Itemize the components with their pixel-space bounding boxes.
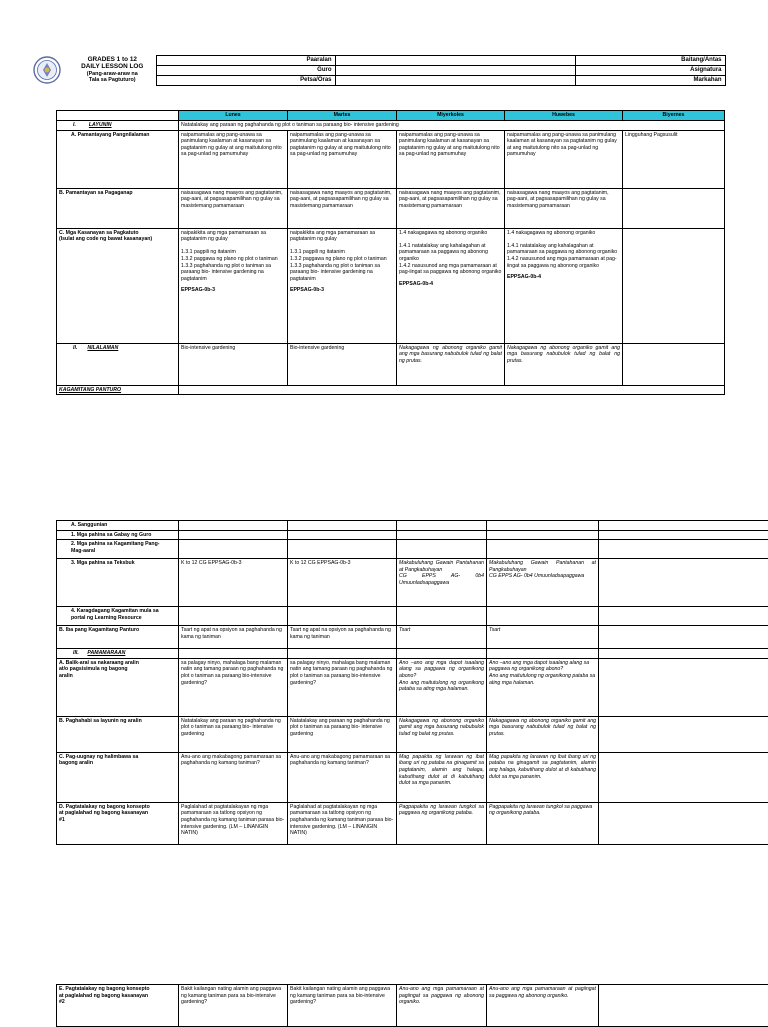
cell: Bio-intensive gardening bbox=[179, 343, 288, 385]
pagkatuto-row bbox=[57, 228, 725, 343]
pagkatuto-label: C. Mga Kasanayan sa Pagkatuto (Isulat ang code ng bawat kasanayan) bbox=[57, 228, 179, 343]
paganap-label: B. Pamantayan sa Pagaganap bbox=[57, 188, 179, 228]
cell: Tsart ng apat na opsiyon sa paghahanda ng kama ng taniman bbox=[288, 626, 397, 649]
teksbuk-row bbox=[57, 559, 768, 607]
cell: Nakagagawa ng abonong organiko gamit ang mga basurang nabubulok tulad ng balat ng prutas. bbox=[505, 343, 623, 385]
cell: Pagpapakita ng larawan tungkol sa paggawa ng organikong pataba. bbox=[487, 802, 599, 844]
cell: Natatalakay ang paraan ng paghahanda ng plot o taniman sa paraang bio- intensive gardening bbox=[179, 716, 288, 752]
kagamitang-mag-aaral-row bbox=[57, 540, 768, 559]
lesson-table-resources bbox=[56, 520, 768, 845]
karagdagang-label: 4. Karagdagang Kagamitan mula sa portal ng Learning Resource bbox=[57, 607, 179, 626]
cell: K to 12 CG EPPSAG-0b-3 bbox=[288, 559, 397, 607]
cell: sa palagay ninyo, mahalaga bang malaman natin ang tamang paraan ng paghahanda ng plot o taniman sa paraang bio-intensive gardening? bbox=[179, 658, 288, 716]
cell: Anu-ano ang makabagong pamamaraan sa paghahanda ng kamang taniman? bbox=[288, 752, 397, 802]
pagtatalakay-2-row bbox=[57, 985, 768, 1027]
cell: Tsart bbox=[397, 626, 487, 649]
cell: Anu-ano ang mga pamamaraan at pagiingat sa paggawa ng abonong organiko. bbox=[487, 985, 599, 1027]
paghahabi-label: B. Paghahabi sa layunin ng aralin bbox=[57, 716, 179, 752]
cell: Paglalahad at pagtatalakayan ng mga pamamaraan sa tatlong opsiyon ng paghahanda ng kamang taniman parasa bio-intensive gardening. (LM – LINANGIN NATIN) bbox=[288, 802, 397, 844]
pag-uugnay-label: C. Pag-uugnay ng halimbawa sa bagong aralin bbox=[57, 752, 179, 802]
gabay-guro-label: 1. Mga pahina sa Gabay ng Guro bbox=[57, 530, 179, 540]
sanggunian-row bbox=[57, 521, 768, 531]
cell: Lingguhang Pagsusulit bbox=[623, 130, 725, 188]
cell: naipakikita ang mga pamamaraan sa pagtatanim ng gulay 1.3.1 pagpili ng itatanim 1.3.2 paggawa ng plano ng plot o taniman 1.3.3 paghahanda ng plot o taniman sa paraang bio- intensive gardening na pagtatanim EPPSAG-0b-3 bbox=[179, 228, 288, 343]
petsa-field[interactable] bbox=[335, 76, 575, 86]
layunin-row bbox=[57, 120, 725, 130]
day-header-row bbox=[57, 111, 725, 121]
balik-aral-label: A. Balik-aral sa nakaraang aralin at/o pagsisimula ng bagong aralin bbox=[57, 658, 179, 716]
day-huwebes: Huwebes bbox=[505, 111, 623, 121]
lesson-table-continued bbox=[56, 984, 768, 1027]
nilalaman-label: II. NILALAMAN bbox=[57, 343, 179, 385]
teksbuk-label: 3. Mga pahina sa Teksbuk bbox=[57, 559, 179, 607]
cell: naisasagawa nang maayos ang pagtatanim, pag-aani, at pagsasapamilihan ng gulay sa masistemang pamamaraan bbox=[288, 188, 397, 228]
asignatura-label: Asignatura bbox=[575, 66, 725, 76]
paghahabi-row bbox=[57, 716, 768, 752]
cell: K to 12 CG EPPSAG-0b-3 bbox=[179, 559, 288, 607]
baitang-label: Baitang/Antas bbox=[575, 56, 725, 66]
pagtatalakay-2-label: E. Pagtatalakay ng bagong konsepto at paglalahad ng bagong kasanayan #2 bbox=[57, 985, 179, 1027]
paganap-row bbox=[57, 188, 725, 228]
guro-label: Guro bbox=[156, 66, 335, 76]
iba-pang-row bbox=[57, 626, 768, 649]
header-table bbox=[69, 55, 726, 86]
cell: Makabuluhang Gawain Pantahanan at Pangkabuhayan CG EPPS AG- 0b4 Umuunladsapaggawa bbox=[487, 559, 599, 607]
kagamitang-mag-aaral-label: 2. Mga pahina sa Kagamitang Pang- Mag-aaral bbox=[57, 540, 179, 559]
cell: naipamamalas ang pang-unawa sa panimulang kaalaman at kasanayan sa pagtatanim ng gulay at ang maitutulong nito sa pag-unlad ng pamumuhay bbox=[288, 130, 397, 188]
petsa-label: Petsa/Oras bbox=[156, 76, 335, 86]
header-title: GRADES 1 to 12 DAILY LESSON LOG (Pang-araw-araw na Tala sa Pagtuturo) bbox=[69, 56, 156, 86]
cell: Pagpapakita ng larawan tungkol sa paggawa ng organikong pataba. bbox=[397, 802, 487, 844]
cell: Bakit kailangan nating alamin ang paggawa ng kamang taniman para sa bio-intensive gardening? bbox=[288, 985, 397, 1027]
cell: naisasagawa nang maayos ang pagtatanim, pag-aani, at pagsasapamilihan ng gulay sa masistemang pamamaraan bbox=[179, 188, 288, 228]
cell: naipamamalas ang pang-unawa sa panimulang kaalaman at kasanayan sa pagtatanim ng gulay at ang maitutulong nito sa pag-unlad ng pamumuhay bbox=[505, 130, 623, 188]
cell: Anu-ano ang makabagong pamamaraan sa paghahanda ng kamang taniman? bbox=[179, 752, 288, 802]
cell: Nakagagawa ng abonong organiko gamit ang mga basurang nabubulok tulad ng balat ng prutas. bbox=[487, 716, 599, 752]
cell: Mag papakita ng larawan ng ibat ibang uri ng pataba na ginagamit sa pagtatanim, alamin ang halaga, kabutihang dulot at di kabutihang dulot sa mga pananim. bbox=[397, 752, 487, 802]
cell: Bakit kailangan nating alamin ang paggawa ng kamang taniman para sa bio-intensive gardening? bbox=[179, 985, 288, 1027]
lesson-table-objectives bbox=[56, 110, 725, 395]
karagdagang-row bbox=[57, 607, 768, 626]
cell: Bio-intensive gardening bbox=[288, 343, 397, 385]
cell: naisasagawa nang maayos ang pagtatanim, pag-aani, at pagsasapamilihan ng gulay sa masistemang pamamaraan bbox=[397, 188, 505, 228]
nilalaman-row bbox=[57, 343, 725, 385]
pagtatalakay-1-label: D. Pagtatalakay ng bagong konsepto at paglalahad ng bagong kasanayan #1 bbox=[57, 802, 179, 844]
deped-seal-icon bbox=[33, 56, 61, 84]
balik-aral-row bbox=[57, 658, 768, 716]
cell: Nakagagawa ng abonong organiko gamit ang mga basurang nabubulok tulad ng balat ng prutas. bbox=[397, 343, 505, 385]
cell: Tsart ng apat na opsiyon sa paghahanda ng kama ng taniman bbox=[179, 626, 288, 649]
layunin-label: I. LAYUNIN bbox=[57, 120, 179, 130]
paaralan-label: Paaralan bbox=[156, 56, 335, 66]
day-miyerkoles: Miyerkoles bbox=[397, 111, 505, 121]
sanggunian-label: A. Sanggunian bbox=[57, 521, 179, 531]
pangnilalaman-row bbox=[57, 130, 725, 188]
cell: naipakikita ang mga pamamaraan sa pagtatanim ng gulay 1.3.1 pagpili ng itatanim 1.3.2 paggawa ng plano ng plot o taniman 1.3.3 paghahanda ng plot o taniman sa paraang bio- intensive gardening na pagtatanim EPPSAG-0b-3 bbox=[288, 228, 397, 343]
cell: Nakagagawa ng abonong organiko gamit ang mga basurang nabubulok tulad ng balat ng prutas. bbox=[397, 716, 487, 752]
cell: naipamamalas ang pang-unawa sa panimulang kaalaman at kasanayan sa pagtatanim ng gulay at ang maitutulong nito sa pag-unlad ng pamumuhay bbox=[179, 130, 288, 188]
cell: sa palagay ninyo, mahalaga bang malaman natin ang tamang paraan ng paghahanda ng plot o taniman sa paraang bio-intensive gardening? bbox=[288, 658, 397, 716]
day-martes: Martes bbox=[288, 111, 397, 121]
pamamaraan-row bbox=[57, 649, 768, 659]
cell: Ano –ano ang mga dapot isaalang alang sa paggawa ng organikong abono? Ano ang maitutulong ng organikong pataba sa ating mga halaman. bbox=[397, 658, 487, 716]
gabay-guro-row bbox=[57, 530, 768, 540]
kagamitang-label: KAGAMITANG PANTURO bbox=[57, 385, 179, 395]
kagamitang-row bbox=[57, 385, 725, 395]
iba-pang-label: B. Iba pang Kagamitang Panturo bbox=[57, 626, 179, 649]
cell: Mag papakita ng larawan ng ibat ibang uri ng pataba na ginagamit sa pagtatanim, alamin ang halaga, kabutihang dulot at di kabutihang dulot sa mga pananim. bbox=[487, 752, 599, 802]
guro-field[interactable] bbox=[335, 66, 575, 76]
layunin-text: Natatalakay ang paraan ng paghahanda ng plot o taniman sa paraang bio- intensive gardening bbox=[179, 120, 725, 130]
cell: naipamamalas ang pang-unawa sa panimulang kaalaman at kasanayan sa pagtatanim ng gulay at ang maitutulong nito sa pag-unlad ng pamumuhay bbox=[397, 130, 505, 188]
day-lunes: Lunes bbox=[179, 111, 288, 121]
cell: 1.4 nakagagawa ng abonong organiko 1.4.1 natatalakay ang kahalagahan at pamamaraan sa paggawa ng abonong organiko 1.4.2 nasusunod ang mga pamamaraan at pag-iingat sa paggawa ng abonong organiko EPPSAG-0b-4 bbox=[505, 228, 623, 343]
cell: Natatalakay ang paraan ng paghahanda ng plot o taniman sa paraang bio- intensive gardening bbox=[288, 716, 397, 752]
cell: naisasagawa nang maayos ang pagtatanim, pag-aani, at pagsasapamilihan ng gulay sa masistemang pamamaraan bbox=[505, 188, 623, 228]
day-biyernes: Biyernes bbox=[623, 111, 725, 121]
cell: Paglalahad at pagtatalakayan ng mga pamamaraan sa tatlong opsiyon ng paghahanda ng kamang taniman parasa bio-intensive gardening. (LM – LINANGIN NATIN) bbox=[179, 802, 288, 844]
paaralan-field[interactable] bbox=[335, 56, 575, 66]
markahan-label: Markahan bbox=[575, 76, 725, 86]
cell: 1.4 nakagagawa ng abonong organiko 1.4.1 natatalakay ang kahalagahan at pamamaraan sa paggawa ng abonong organiko 1.4.2 nasusunod ang mga pamamaraan at pag-iingat sa paggawa ng abonong organiko EPPSAG-0b-4 bbox=[397, 228, 505, 343]
cell: Tsart bbox=[487, 626, 599, 649]
cell: Ano –ano ang mga dapot isaalang alang sa paggawa ng organikong abono? Ano ang maitutulong ng organikong pataba sa ating mga halaman. bbox=[487, 658, 599, 716]
cell: Anu-ano ang mga pamamaraan at pagiingat sa paggawa ng abonong organiko. bbox=[397, 985, 487, 1027]
pagtatalakay-1-row bbox=[57, 802, 768, 844]
pamamaraan-label: III. PAMAMARAAN bbox=[57, 649, 179, 659]
pangnilalaman-label: A. Pamantayang Pangnilalaman bbox=[57, 130, 179, 188]
cell: Makabuluhang Gawain Pantahanan at Pangkabuhayan CG EPPS AG- 0b4 Umuunladsapaggawa bbox=[397, 559, 487, 607]
pag-uugnay-row bbox=[57, 752, 768, 802]
